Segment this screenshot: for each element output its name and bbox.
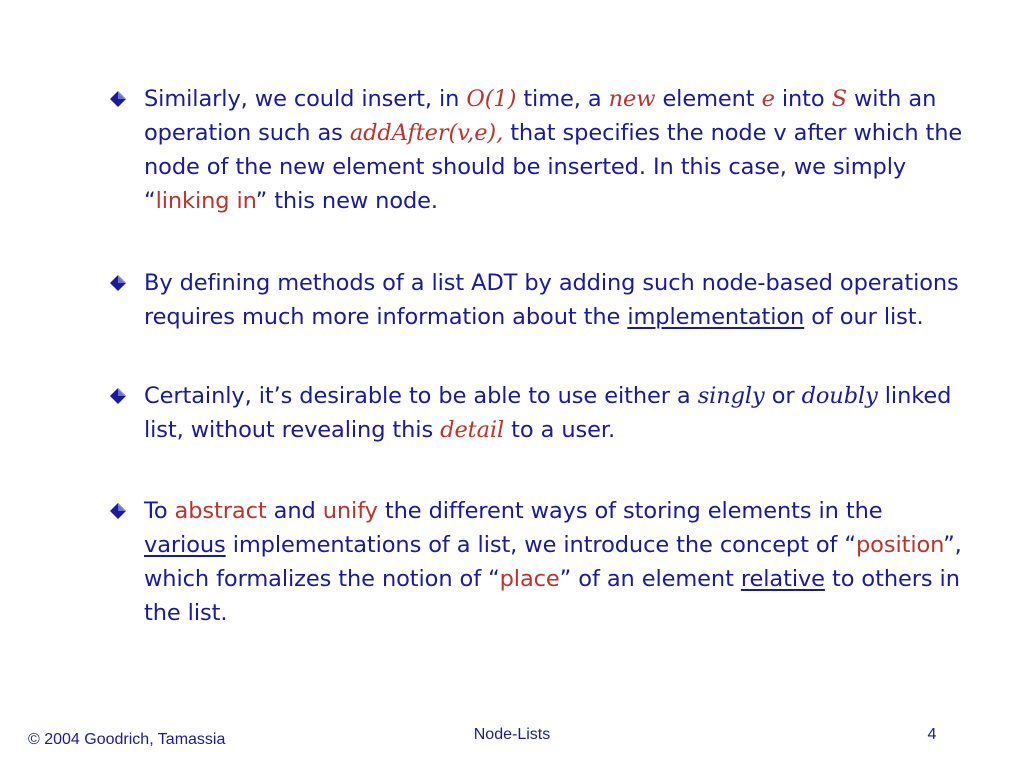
bullet-text: or (764, 383, 802, 409)
bullet-text: of our list. (804, 304, 924, 330)
term-linking-in: linking in (155, 188, 256, 214)
bullet-item-position-concept (104, 494, 964, 630)
term-unify: unify (322, 498, 378, 524)
bullet-text: ”, which formalizes the notion of “ (144, 532, 962, 592)
bullet-text: that specifies the node v after which the node of the new element should be inserted. In this case, we simply “ (144, 120, 963, 214)
bullet-item-node-based-methods (104, 266, 964, 334)
bullet-text: Certainly, it’s desirable to be able to use either a (144, 383, 698, 409)
bullet-text: ” of an element (559, 566, 741, 592)
big-o-notation: O(1) (466, 86, 517, 112)
term-doubly: doubly (801, 383, 878, 409)
method-add-after: addAfter(v,e), (349, 120, 504, 146)
bullet-text: the different ways of storing elements in the (377, 498, 883, 524)
bullet-text: element (655, 86, 762, 112)
bullet-text: linked list, without revealing this (144, 383, 952, 443)
bullet-text: with an operation such as (144, 86, 937, 146)
diamond-bullet-icon (110, 91, 126, 107)
bullet-list (104, 82, 964, 630)
footer-copyright: © 2004 Goodrich, Tamassia (28, 731, 226, 748)
bullet-text: ” this new node. (255, 188, 438, 214)
page-number: 4 (927, 726, 937, 743)
bullet-text: By defining methods of a list ADT by adding such node-based operations requires much more information about the (144, 270, 959, 330)
variable-s: S (831, 86, 847, 112)
bullet-text: into (774, 86, 832, 112)
term-place: place (499, 566, 560, 592)
term-position: position (856, 532, 944, 558)
term-various: various (144, 532, 226, 558)
bullet-text: and (266, 498, 323, 524)
term-new: new (608, 86, 656, 112)
term-implementation: implementation (627, 304, 805, 330)
diamond-bullet-icon (110, 388, 126, 404)
term-detail: detail (440, 417, 505, 443)
footer-title: Node-Lists (473, 726, 551, 743)
bullet-item-insert-after (104, 82, 964, 218)
bullet-text: to a user. (504, 417, 616, 443)
bullet-text: to others in the list. (144, 566, 960, 626)
bullet-text: Similarly, we could insert, in (144, 86, 467, 112)
bullet-text: To (144, 498, 175, 524)
bullet-text: implementations of a list, we introduce the concept of “ (225, 532, 856, 558)
bullet-item-singly-doubly (104, 379, 964, 447)
diamond-bullet-icon (110, 503, 126, 519)
bullet-text: time, a (516, 86, 609, 112)
diamond-bullet-icon (110, 275, 126, 291)
term-relative: relative (740, 566, 825, 592)
term-singly: singly (697, 383, 765, 409)
term-abstract: abstract (174, 498, 267, 524)
variable-e: e (761, 86, 775, 112)
